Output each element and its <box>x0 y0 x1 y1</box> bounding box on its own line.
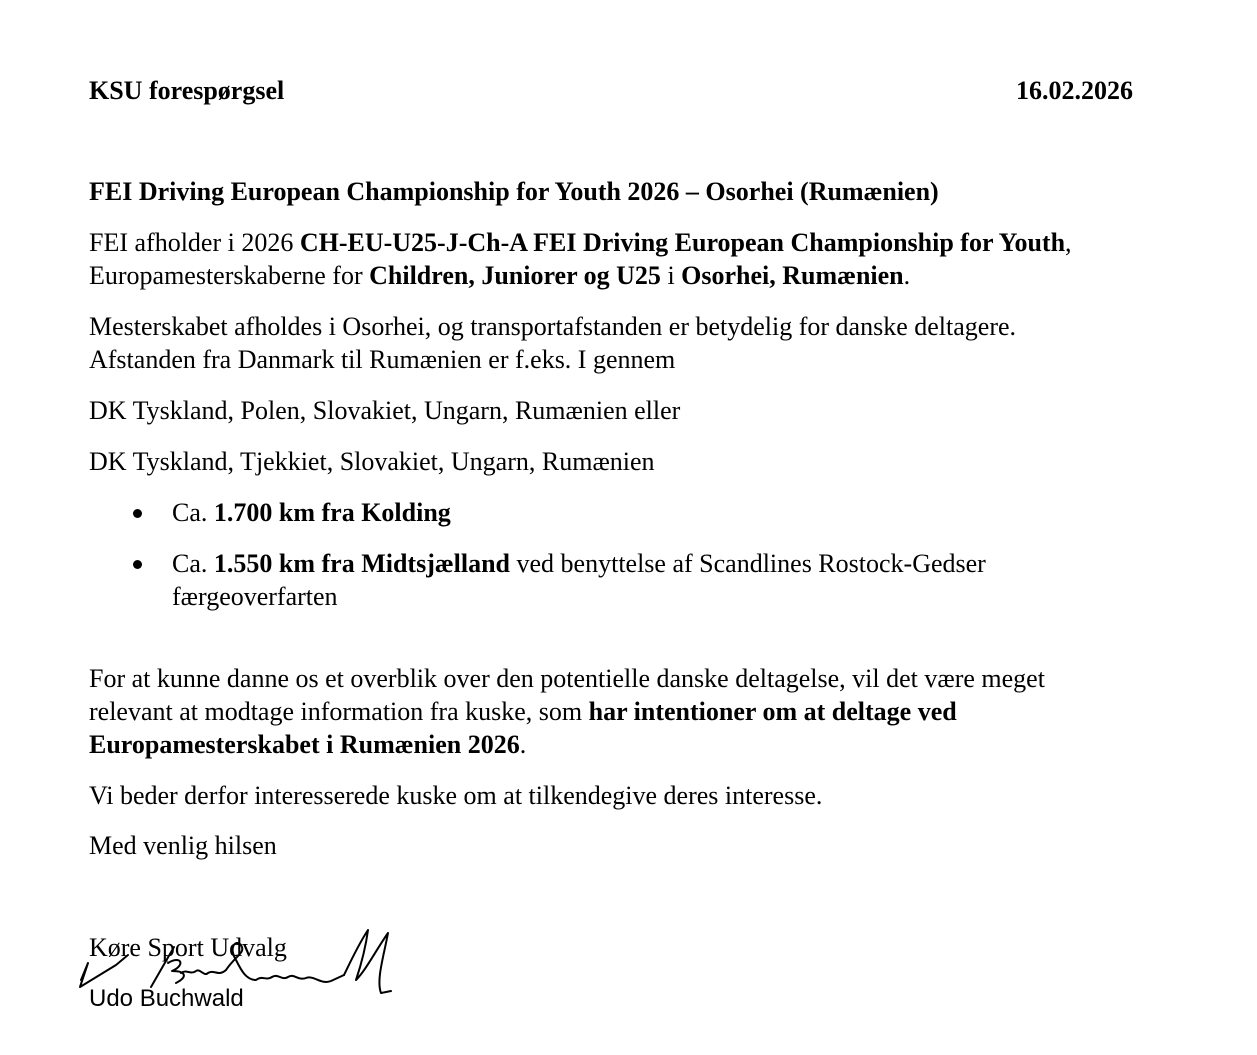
bullet-prefix: Ca. <box>172 498 214 527</box>
intro-text: FEI afholder i 2026 <box>89 228 300 257</box>
event-location: Osorhei, Rumænien <box>681 261 904 290</box>
signature-stroke <box>226 943 344 982</box>
committee-name: Køre Sport Udvalg <box>89 933 287 962</box>
signature-stroke <box>344 930 391 993</box>
signature-stroke <box>151 947 226 987</box>
document-subject: KSU forespørgsel <box>89 76 285 105</box>
overview-punct: . <box>519 730 527 759</box>
request-text: Vi beder derfor interesserede kuske om at tilkendegive deres interesse. <box>89 781 823 810</box>
intro-punct: . <box>903 261 911 290</box>
intro-line-1 <box>89 226 1072 259</box>
overview-line-3 <box>89 728 526 761</box>
overview-line-1: For at kunne danne os et overblik over den potentielle danske deltagelse, vil det være meget <box>89 664 1045 693</box>
route-1: DK Tyskland, Polen, Slovakiet, Ungarn, Rumænien eller <box>89 396 681 425</box>
overview-line-2 <box>89 695 957 728</box>
list-item-text <box>172 547 986 580</box>
route-2: DK Tyskland, Tjekkiet, Slovakiet, Ungarn, Rumænien <box>89 447 655 476</box>
intro-text: Europamesterskaberne for <box>89 261 370 290</box>
signature-stroke <box>80 955 128 987</box>
age-categories: Children, Juniorer og U25 <box>369 261 661 290</box>
intro-punct: , <box>1065 228 1072 257</box>
transport-line-2: Afstanden fra Danmark til Rumænien er f.eks. I gennem <box>89 345 676 374</box>
list-item-continuation: færgeoverfarten <box>172 582 338 611</box>
distance-midtsjaelland: 1.550 km fra Midtsjælland <box>213 549 511 578</box>
intro-text: i <box>660 261 682 290</box>
bullet-suffix: ved benyttelse af Scandlines Rostock-Gedser <box>510 549 986 578</box>
distance-kolding: 1.700 km fra Kolding <box>213 498 451 527</box>
list-item-text <box>172 496 451 529</box>
document-date: 16.02.2026 <box>1016 76 1133 105</box>
bullet-icon <box>133 560 142 569</box>
event-code: CH-EU-U25-J-Ch-A FEI Driving European Championship for Youth <box>299 228 1066 257</box>
bullet-icon <box>133 509 142 518</box>
handwritten-signature <box>76 925 406 1020</box>
overview-emphasis: Europamesterskabet i Rumænien 2026 <box>89 730 520 759</box>
bullet-prefix: Ca. <box>172 549 214 578</box>
overview-text: relevant at modtage information fra kuske, som <box>89 697 589 726</box>
signatory-name: Udo Buchwald <box>89 985 244 1012</box>
overview-emphasis: har intentioner om at deltage ved <box>588 697 957 726</box>
intro-line-2 <box>89 259 910 292</box>
closing-text: Med venlig hilsen <box>89 831 277 860</box>
transport-line-1: Mesterskabet afholdes i Osorhei, og transportafstanden er betydelig for danske deltagere. <box>89 312 1017 341</box>
document-title: FEI Driving European Championship for Youth 2026 – Osorhei (Rumænien) <box>89 177 939 206</box>
